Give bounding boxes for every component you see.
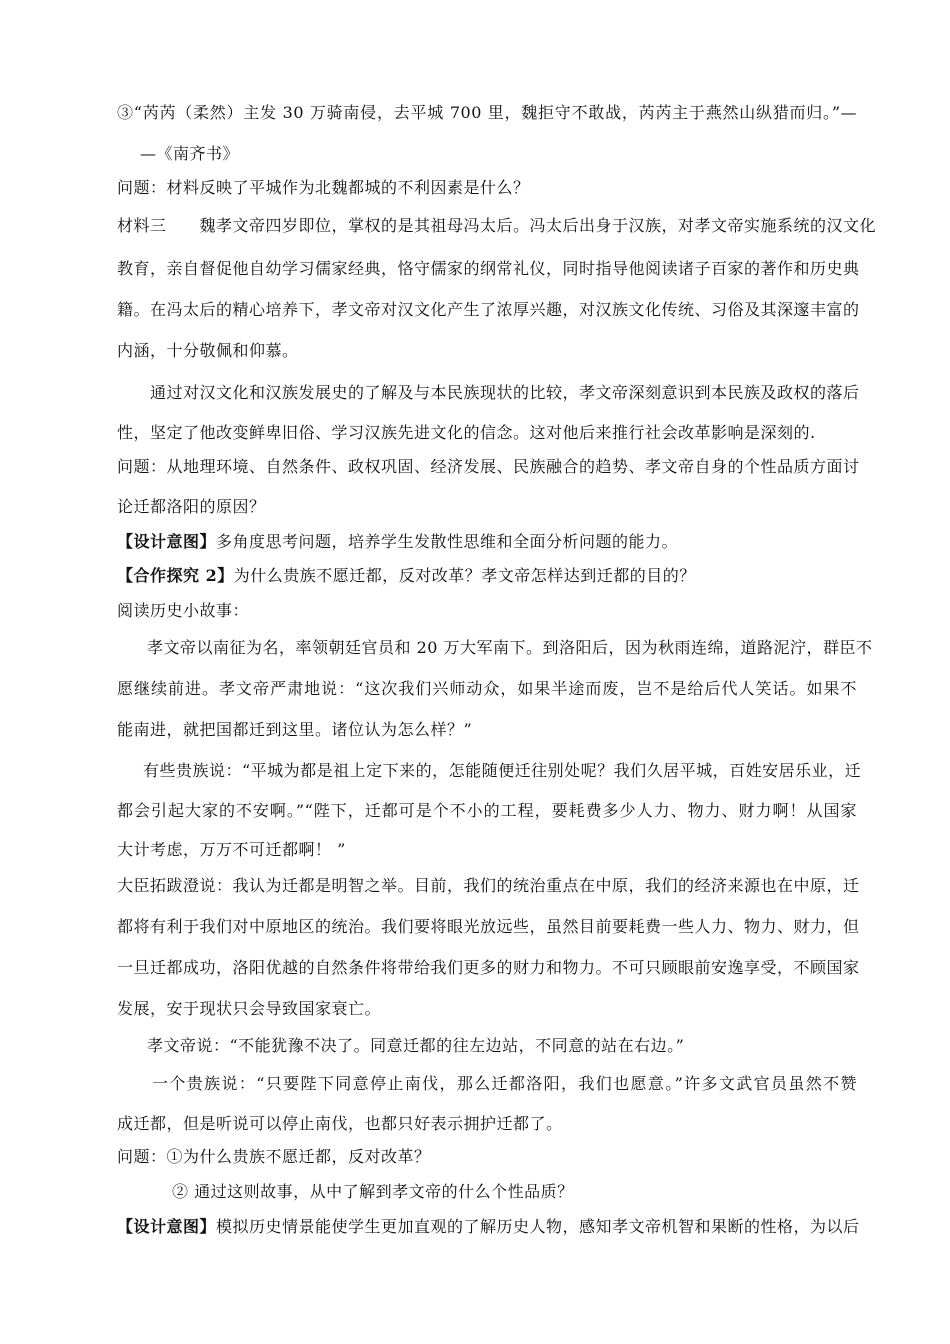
design-intent-tag: 【设计意图】	[117, 532, 217, 551]
text-line: 材料三 魏孝文帝四岁即位，掌权的是其祖母冯太后。冯太后出身于汉族，对孝文帝实施系统的汉文化	[117, 216, 877, 235]
question-line: 问题：材料反映了平城作为北魏都城的不利因素是什么？	[117, 178, 530, 197]
text-line: 内涵，十分敬佩和仰慕。	[117, 341, 299, 360]
text-line: 都会引起大家的不安啊。”“陛下，迁都可是个不小的工程，要耗费多少人力、物力、财力啊！从国家	[117, 801, 857, 820]
text-line: 大计考虑，万万不可迁都啊！ ”	[117, 840, 346, 859]
text-line: 一旦迁都成功，洛阳优越的自然条件将带给我们更多的财力和物力。不可只顾眼前安逸享受，不顾国家	[117, 958, 860, 977]
text-line: ③“芮芮（柔然）主发 30 万骑南侵，去平城 700 里，魏拒守不敢战，芮芮主于燕然山纵猎而归。”—	[117, 103, 857, 122]
cooperative-inquiry-tag: 【合作探究 2】	[117, 566, 234, 585]
design-intent-line	[117, 531, 678, 553]
text-line: 孝文帝说：“不能犹豫不决了。同意迁都的往左边站，不同意的站在右边。”	[147, 1036, 685, 1055]
text-line: 论迁都洛阳的原因？	[117, 497, 266, 516]
question-line: ② 通过这则故事，从中了解到孝文帝的什么个性品质？	[172, 1182, 574, 1201]
text-line: 性，坚定了他改变鲜卑旧俗、学习汉族先进文化的信念。这对他后来推行社会改革影响是深刻的.	[117, 423, 816, 442]
text-line: 发展，安于现状只会导致国家衰亡。	[117, 999, 382, 1018]
design-intent-line	[117, 1216, 860, 1238]
text-line: 愿继续前进。孝文帝严肃地说：“这次我们兴师动众，如果半途而废，岂不是给后代人笑话。如果不	[117, 679, 857, 698]
design-intent-text: 多角度思考问题，培养学生发散性思维和全面分析问题的能力。	[216, 532, 679, 551]
text-line: 有些贵族说：“平城为都是祖上定下来的，怎能随便迁往别处呢？我们久居平城，百姓安居乐业，迁	[143, 761, 862, 780]
text-line: 能南进，就把国都迁到这里。诸位认为怎么样？”	[117, 720, 473, 739]
design-intent-text: 模拟历史情景能使学生更加直观的了解历史人物，感知孝文帝机智和果断的性格，为以后	[216, 1217, 860, 1236]
question-line: 问题：①为什么贵族不愿迁都，反对改革？	[117, 1147, 431, 1166]
question-line: 问题：从地理环境、自然条件、政权巩固、经济发展、民族融合的趋势、孝文帝自身的个性品质方面讨	[117, 457, 860, 476]
text-line: 教育，亲自督促他自幼学习儒家经典，恪守儒家的纲常礼仪，同时指导他阅读诸子百家的著作和历史典	[117, 259, 860, 278]
text-line: 一个贵族说：“只要陛下同意停止南伐，那么迁都洛阳，我们也愿意。”许多文武官员虽然不赞	[152, 1074, 857, 1093]
design-intent-tag: 【设计意图】	[117, 1217, 217, 1236]
text-line: 成迁都，但是听说可以停止南伐，也都只好表示拥护迁都了。	[117, 1114, 563, 1133]
text-line: 孝文帝以南征为名，率领朝廷官员和 20 万大军南下。到洛阳后，因为秋雨连绵，道路泥泞，群臣不	[147, 638, 873, 657]
cooperative-inquiry-line	[117, 565, 696, 587]
text-line: —《南齐书》	[140, 144, 240, 163]
cooperative-inquiry-text: 为什么贵族不愿迁都，反对改革？孝文帝怎样达到迁都的目的？	[233, 566, 696, 585]
text-line: 阅读历史小故事：	[117, 601, 250, 620]
text-line: 通过对汉文化和汉族发展史的了解及与本民族现状的比较，孝文帝深刻意识到本民族及政权的落后	[150, 383, 860, 402]
text-line: 大臣拓跋澄说：我认为迁都是明智之举。目前，我们的统治重点在中原，我们的经济来源也在中原，迁	[117, 876, 860, 895]
text-line: 籍。在冯太后的精心培养下，孝文帝对汉文化产生了浓厚兴趣，对汉族文化传统、习俗及其深邃丰富的	[117, 300, 860, 319]
text-line: 都将有利于我们对中原地区的统治。我们要将眼光放远些，虽然目前要耗费一些人力、物力、财力，但	[117, 917, 860, 936]
